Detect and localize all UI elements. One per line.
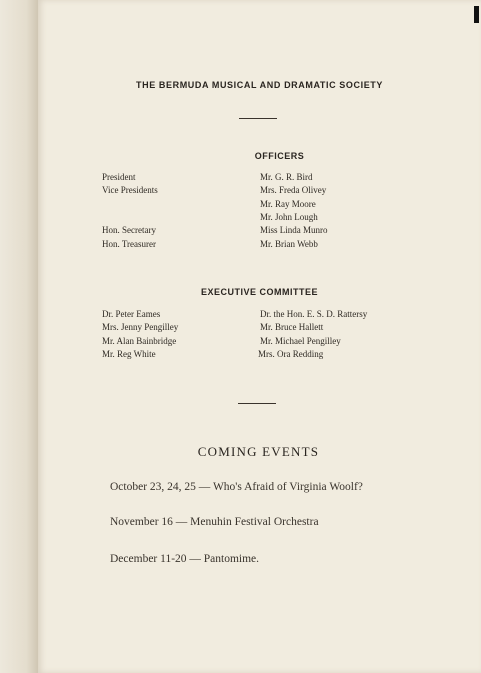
event-item: November 16 — Menuhin Festival Orchestra (110, 516, 319, 528)
divider-middle (238, 403, 276, 404)
coming-events-heading: COMING EVENTS (197, 444, 320, 459)
officer-name: Mr. G. R. Bird (260, 172, 313, 182)
page-spine (0, 0, 38, 673)
officers-heading: OFFICERS (254, 151, 305, 161)
officer-name: Mr. Ray Moore (260, 199, 316, 209)
committee-member: Dr. Peter Eames (102, 309, 161, 319)
committee-member: Mrs. Ora Redding (258, 349, 324, 359)
officer-role: President (102, 172, 136, 182)
officer-name: Mr. John Lough (260, 212, 318, 222)
divider-top (239, 118, 277, 119)
officer-role: Hon. Treasurer (102, 239, 156, 249)
committee-heading: EXECUTIVE COMMITTEE (200, 287, 318, 297)
program-page (38, 0, 481, 673)
event-item: December 11-20 — Pantomime. (110, 553, 260, 565)
committee-member: Mr. Michael Pengilley (260, 336, 341, 346)
officer-name: Mrs. Freda Olivey (260, 185, 327, 195)
corner-mark (474, 6, 479, 23)
society-title: THE BERMUDA MUSICAL AND DRAMATIC SOCIETY (136, 80, 383, 90)
committee-member: Mrs. Jenny Pengilley (102, 322, 179, 332)
officer-role: Hon. Secretary (102, 225, 156, 235)
officer-name: Mr. Brian Webb (260, 239, 318, 249)
event-item: October 23, 24, 25 — Who's Afraid of Virginia Woolf? (110, 481, 363, 493)
officer-name: Miss Linda Munro (260, 225, 328, 235)
committee-member: Dr. the Hon. E. S. D. Rattersy (260, 309, 368, 319)
officer-role: Vice Presidents (102, 185, 158, 195)
committee-member: Mr. Reg White (102, 349, 156, 359)
committee-member: Mr. Alan Bainbridge (102, 336, 177, 346)
committee-member: Mr. Bruce Hallett (260, 322, 324, 332)
